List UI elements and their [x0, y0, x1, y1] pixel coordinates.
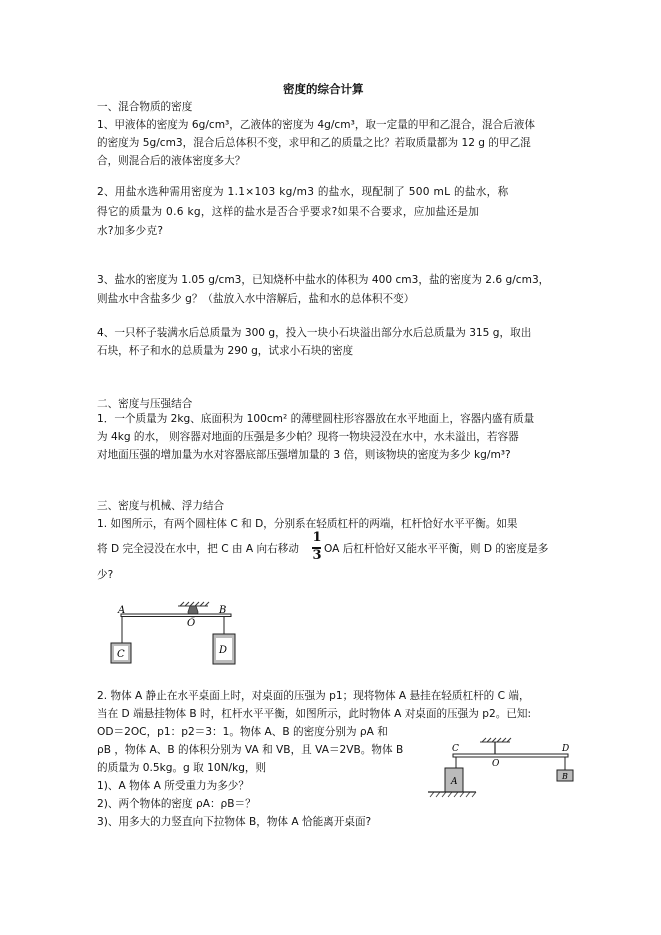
section1-q2-line2: 得它的质量为 0.6 kg，这样的盐水是否合乎要求?如果不合要求，应加盐还是加 — [97, 206, 480, 218]
label-c-fig2: C — [452, 744, 459, 754]
label-d-fig1: D — [219, 645, 228, 656]
ceiling-hatch-2 — [480, 738, 511, 742]
fraction-denominator: 3 — [312, 548, 322, 563]
section3-q2-sub1: 1)、A 物体 A 所受重力为多少？ — [97, 780, 249, 792]
section1-q3-line2: 则盐水中含盐多少 g？（盐放入水中溶解后，盐和水的总体积不变） — [97, 293, 415, 305]
page-title: 密度的综合计算 — [283, 82, 364, 96]
section1-q4-line1: 4、一只杯子装满水后总质量为 300 g，投入一块小石块溢出部分水后总质量为 315 g，取出 — [97, 327, 532, 339]
section1-q2-line1: 2、用盐水选种需用密度为 1.1×103 kg/m3 的盐水，现配制了 500 mL 的盐水，称 — [97, 186, 509, 198]
section2-heading: 二、密度与压强结合 — [97, 398, 193, 410]
section3-q2-sub3: 3)、用多大的力竖直向下拉物体 B，物体 A 恰能离开桌面? — [97, 816, 372, 828]
section3-q2-line1: 2. 物体 A 静止在水平桌面上时，对桌面的压强为 p1；现将物体 A 悬挂在轻质杠杆的 C 端， — [97, 690, 530, 702]
lever-bar-2 — [453, 754, 568, 757]
section2-q1-line2: 为 4kg 的水， 则容器对地面的压强是多少帕？现将一物块浸没在水中，水未溢出，若容器 — [97, 431, 519, 443]
fraction-numerator: 1 — [312, 530, 322, 545]
label-a-fig2: A — [451, 777, 458, 787]
label-b-fig1: B — [219, 605, 227, 616]
section2-q1-line3: 对地面压强的增加量为水对容器底部压强增加量的 3 倍，则该物块的密度为多少 kg/m³? — [97, 449, 511, 461]
section3-q2-line3: OD＝2OC，p1：p2＝3：1。物体 A、B 的密度分别为 ρA 和 — [97, 726, 388, 738]
section1-q2-line3: 水?加多少克? — [97, 225, 164, 237]
section3-q1-line1: 1. 如图所示，有两个圆柱体 C 和 D，分别系在轻质杠杆的两端，杠杆恰好水平平衡。如果 — [97, 518, 518, 530]
section3-q2-line2: 当在 D 端悬挂物体 B 时，杠杆水平平衡，如图所示，此时物体 A 对桌面的压强为 p2。已知: — [97, 708, 532, 720]
section3-q1-line2b: OA 后杠杆恰好又能水平平衡，则 D 的密度是多 — [324, 543, 549, 555]
section2-q1-line1: 1．一个质量为 2kg、底面积为 100cm² 的薄壁圆柱形容器放在水平地面上，容器内盛有质量 — [97, 413, 535, 425]
section3-q1-line3: 少? — [97, 569, 114, 581]
label-c-fig1: C — [117, 649, 125, 660]
section1-q1-line2: 的密度为 5g/cm3，混合后总体积不变，求甲和乙的质量之比？若取质量都为 12 g 的甲乙混 — [97, 137, 531, 149]
section3-q2-line5: 的质量为 0.5kg。g 取 10N/kg，则 — [97, 762, 267, 774]
label-o-fig1: O — [187, 618, 196, 629]
section1-q4-line2: 石块，杯子和水的总质量为 290 g，试求小石块的密度 — [97, 345, 354, 357]
section3-heading: 三、密度与机械、浮力结合 — [97, 500, 225, 512]
section1-q1-line3: 合，则混合后的液体密度多大？ — [97, 155, 246, 167]
label-d-fig2: D — [562, 744, 570, 754]
section1-q3-line1: 3、盐水的密度为 1.05 g/cm3，已知烧杯中盐水的体积为 400 cm3，盐的密度为 2.6 g/cm3， — [97, 274, 550, 286]
section1-heading: 一、混合物质的密度 — [97, 101, 193, 113]
table-hatch — [430, 792, 476, 797]
section3-q2-sub2: 2)、两个物体的密度 ρA：ρB＝？ — [97, 798, 256, 810]
section3-q1-line2a: 将 D 完全浸没在水中，把 C 由 A 向右移动 — [97, 543, 299, 555]
label-o-fig2: O — [492, 759, 500, 769]
label-b-fig2: B — [562, 772, 568, 781]
section3-q2-line4: ρB ，物体 A、B 的体积分别为 VA 和 VB，且 VA＝2VB。物体 B — [97, 744, 404, 756]
label-a-fig1: A — [118, 605, 126, 616]
section1-q1-line1: 1、甲液体的密度为 6g/cm³，乙液体的密度为 4g/cm³，取一定量的甲和乙混合，混合后液体 — [97, 119, 535, 131]
